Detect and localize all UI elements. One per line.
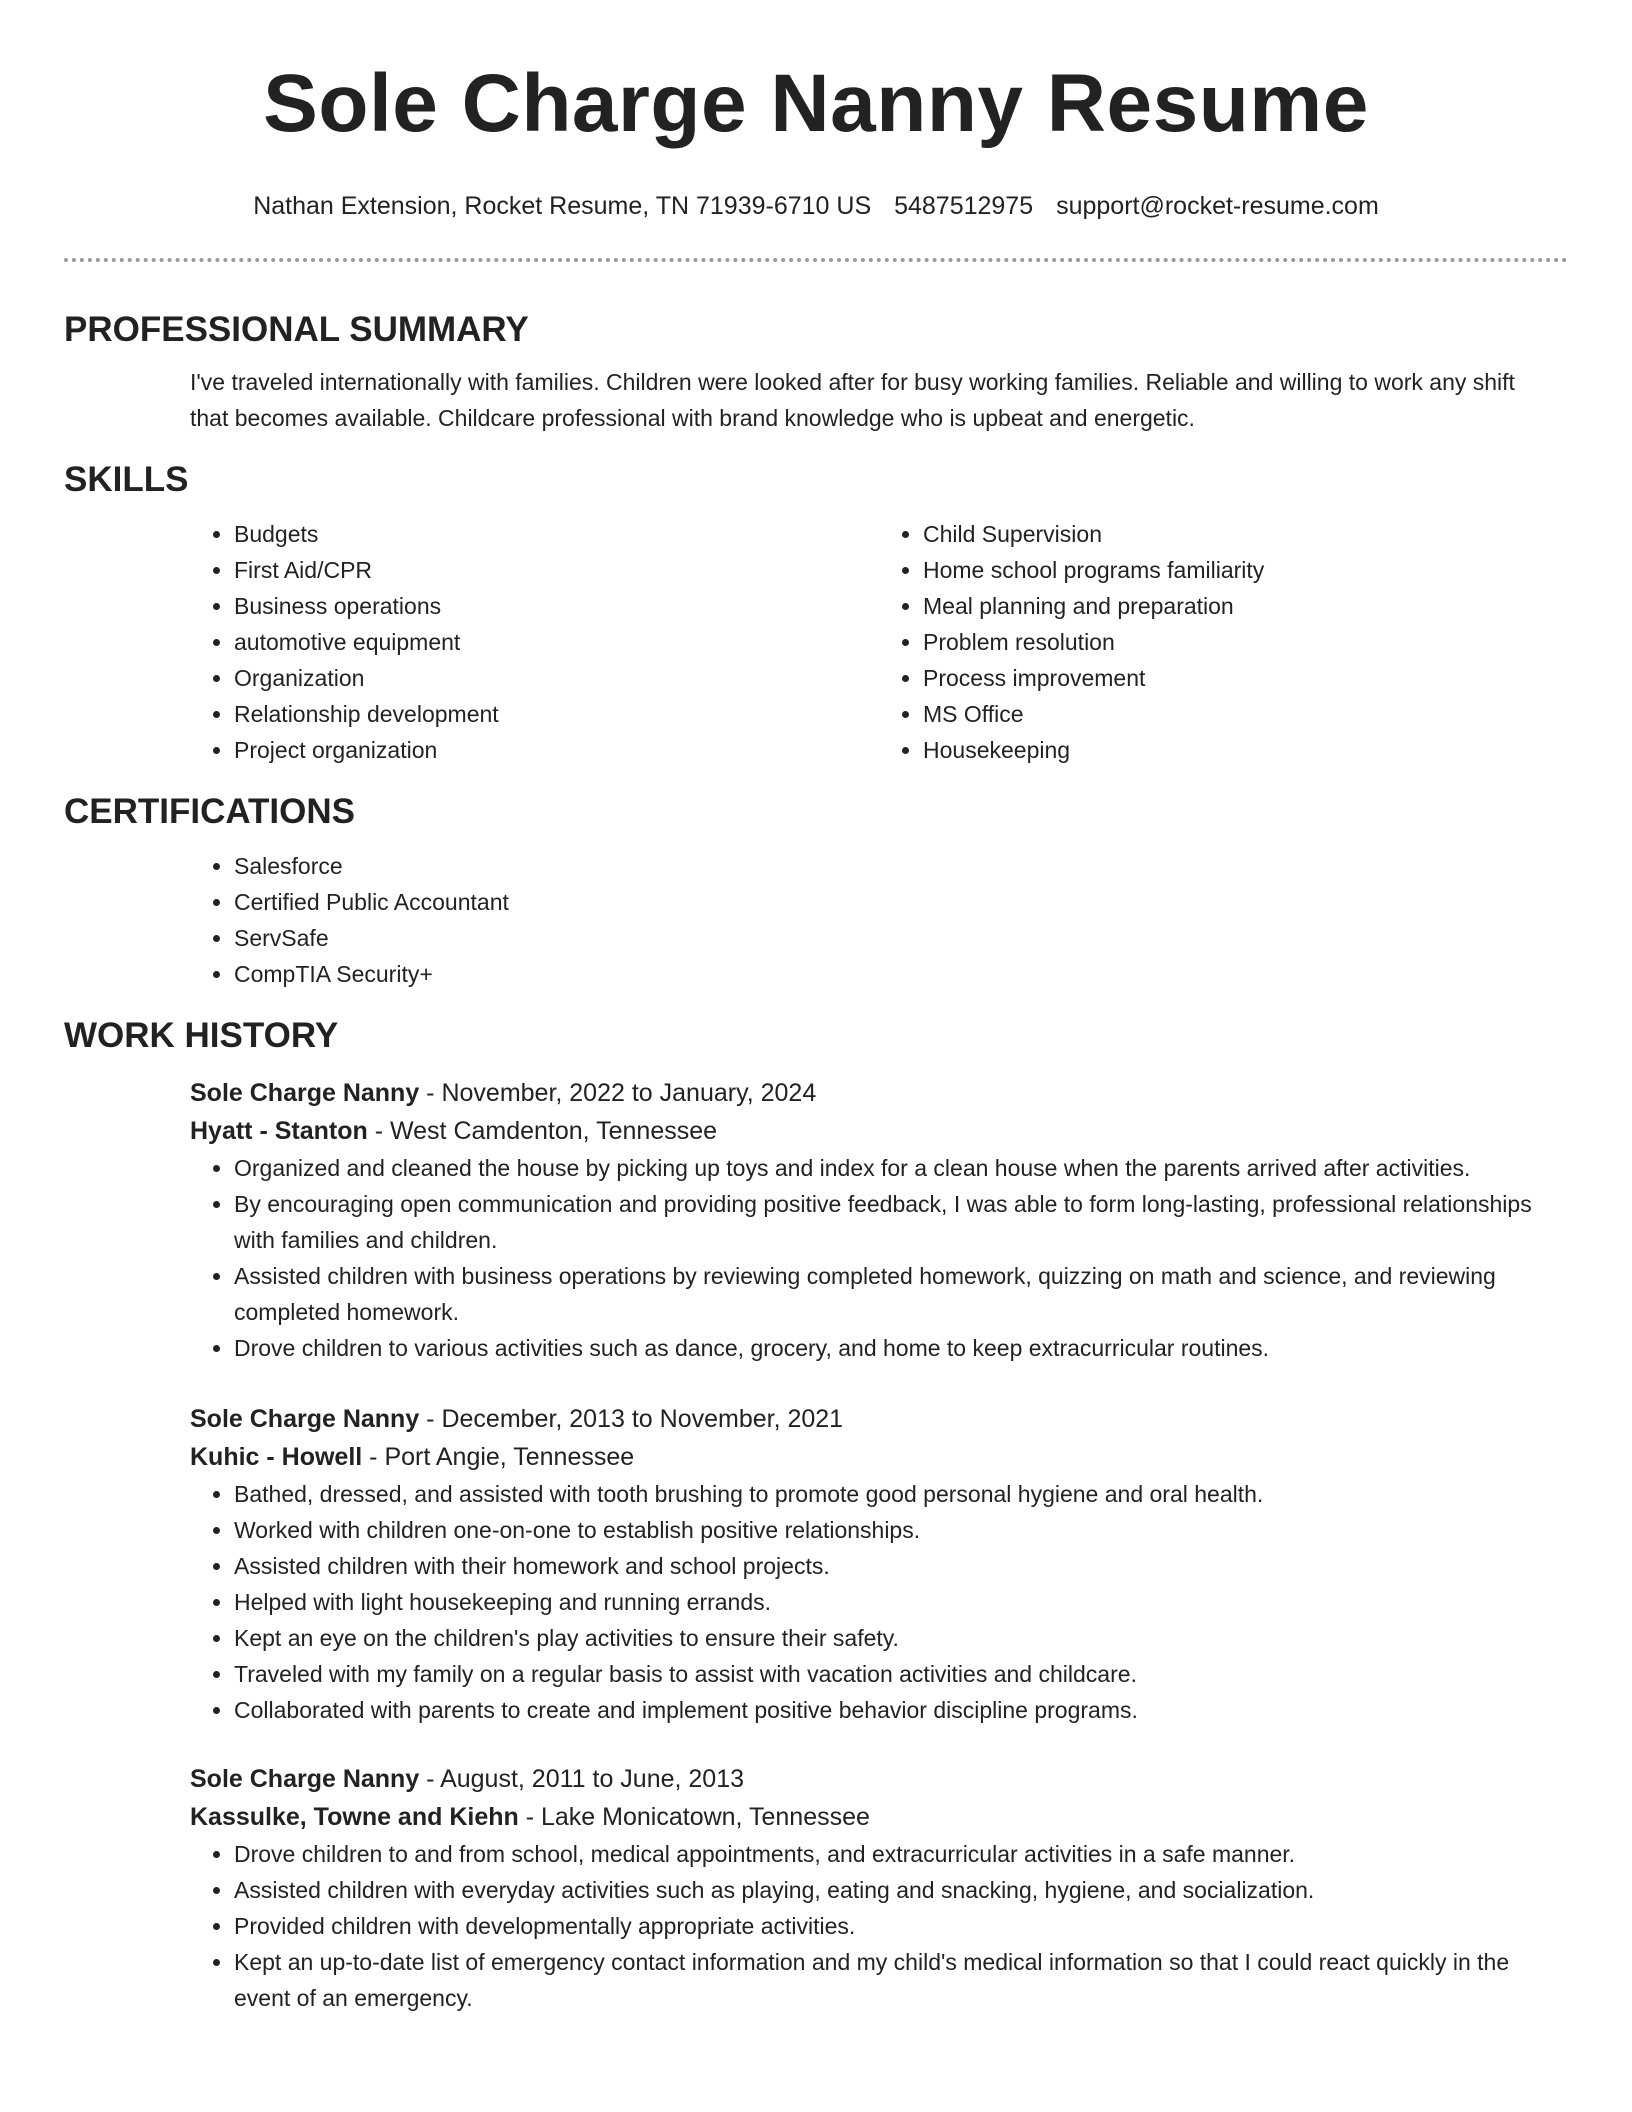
job-duty-item: • Organized and cleaned the house by picking up toys and index for a clean house when the parents arrived after activities.: [234, 1150, 1568, 1186]
contact-phone: 5487512975: [894, 192, 1034, 220]
skill-item: • First Aid/CPR: [234, 552, 879, 588]
job-duties-list: [190, 1476, 1568, 1728]
certifications-heading: CERTIFICATIONS: [64, 792, 356, 831]
job-company-line: [190, 1438, 1568, 1476]
summary-heading: PROFESSIONAL SUMMARY: [64, 310, 529, 349]
job-dates: - August, 2011 to June, 2013: [419, 1765, 745, 1793]
job-duty-item: • Assisted children with everyday activities such as playing, eating and snacking, hygiene, and socialization.: [234, 1872, 1568, 1908]
job-company-line: [190, 1112, 1568, 1150]
job-duty-item: • Traveled with my family on a regular basis to assist with vacation activities and childcare.: [234, 1656, 1568, 1692]
job-duty-item: • By encouraging open communication and providing positive feedback, I was able to form long-lasting, professional relationships with families and children.: [234, 1186, 1568, 1258]
contact-email: support@rocket-resume.com: [1056, 192, 1379, 220]
skill-item: • Organization: [234, 660, 879, 696]
job-duty-item: • Assisted children with their homework and school projects.: [234, 1548, 1568, 1584]
summary-text: I've traveled internationally with families. Children were looked after for busy working families. Reliable and willing to work any shift that becomes available. Childcare professional with brand knowledge who is upbeat and energetic.: [190, 369, 1515, 431]
skills-section: [0, 458, 1632, 768]
job-duty-item: • Helped with light housekeeping and running errands.: [234, 1584, 1568, 1620]
job-company: Kassulke, Towne and Kiehn: [190, 1803, 519, 1831]
work-history-section: [0, 1014, 1632, 2016]
job-location: - Port Angie, Tennessee: [362, 1443, 635, 1471]
skill-item: • Process improvement: [923, 660, 1568, 696]
skills-columns: [64, 516, 1568, 768]
job-dates: - November, 2022 to January, 2024: [419, 1079, 817, 1107]
job-duty-item: • Drove children to and from school, medical appointments, and extracurricular activities in a safe manner.: [234, 1836, 1568, 1872]
job-location: - West Camdenton, Tennessee: [367, 1117, 718, 1145]
job-title-line: [190, 1400, 1568, 1438]
job-entry: [64, 1760, 1568, 2016]
job-title: Sole Charge Nanny: [190, 1765, 420, 1793]
job-company: Hyatt - Stanton: [190, 1117, 368, 1145]
skill-item: • Business operations: [234, 588, 879, 624]
page-title: Sole Charge Nanny Resume: [263, 58, 1369, 149]
job-duty-item: • Bathed, dressed, and assisted with tooth brushing to promote good personal hygiene and oral health.: [234, 1476, 1568, 1512]
skill-item: • Relationship development: [234, 696, 879, 732]
certification-item: • Salesforce: [234, 848, 1568, 884]
certification-item: • CompTIA Security+: [234, 956, 1568, 992]
job-duty-item: • Kept an up-to-date list of emergency contact information and my child's medical information so that I could react quickly in the event of an emergency.: [234, 1944, 1568, 2016]
work-history-heading: WORK HISTORY: [64, 1016, 339, 1055]
skill-item: • Home school programs familiarity: [923, 552, 1568, 588]
contact-info: [0, 190, 1632, 222]
certifications-section: [0, 790, 1632, 992]
certification-item: • Certified Public Accountant: [234, 884, 1568, 920]
skill-item: • Project organization: [234, 732, 879, 768]
skill-item: • automotive equipment: [234, 624, 879, 660]
job-duty-item: • Assisted children with business operations by reviewing completed homework, quizzing on math and science, and reviewing completed homework.: [234, 1258, 1568, 1330]
job-duty-item: • Provided children with developmentally appropriate activities.: [234, 1908, 1568, 1944]
summary-section: [0, 308, 1632, 436]
skill-item: • Meal planning and preparation: [923, 588, 1568, 624]
job-title: Sole Charge Nanny: [190, 1079, 420, 1107]
job-company: Kuhic - Howell: [190, 1443, 363, 1471]
contact-address: Nathan Extension, Rocket Resume, TN 71939-6710 US: [253, 192, 872, 220]
job-title-line: [190, 1760, 1568, 1798]
resume-header: [0, 0, 1632, 222]
skills-list-left: [190, 516, 879, 768]
certifications-list: [190, 848, 1568, 992]
skill-item: • Housekeeping: [923, 732, 1568, 768]
job-dates: - December, 2013 to November, 2021: [419, 1405, 844, 1433]
job-duty-item: • Kept an eye on the children's play activities to ensure their safety.: [234, 1620, 1568, 1656]
job-duty-item: • Collaborated with parents to create and implement positive behavior discipline programs.: [234, 1692, 1568, 1728]
header-divider: [64, 258, 1568, 262]
job-duty-item: • Worked with children one-on-one to establish positive relationships.: [234, 1512, 1568, 1548]
skill-item: • Child Supervision: [923, 516, 1568, 552]
skill-item: • Problem resolution: [923, 624, 1568, 660]
skills-heading: SKILLS: [64, 460, 189, 499]
certification-item: • ServSafe: [234, 920, 1568, 956]
job-entry: [64, 1074, 1568, 1366]
skill-item: • Budgets: [234, 516, 879, 552]
job-duties-list: [190, 1150, 1568, 1366]
job-company-line: [190, 1798, 1568, 1836]
skill-item: • MS Office: [923, 696, 1568, 732]
job-duty-item: • Drove children to various activities such as dance, grocery, and home to keep extracurricular routines.: [234, 1330, 1568, 1366]
job-location: - Lake Monicatown, Tennessee: [518, 1803, 870, 1831]
job-title-line: [190, 1074, 1568, 1112]
job-entry: [64, 1400, 1568, 1728]
job-title: Sole Charge Nanny: [190, 1405, 420, 1433]
job-duties-list: [190, 1836, 1568, 2016]
skills-list-right: [879, 516, 1568, 768]
